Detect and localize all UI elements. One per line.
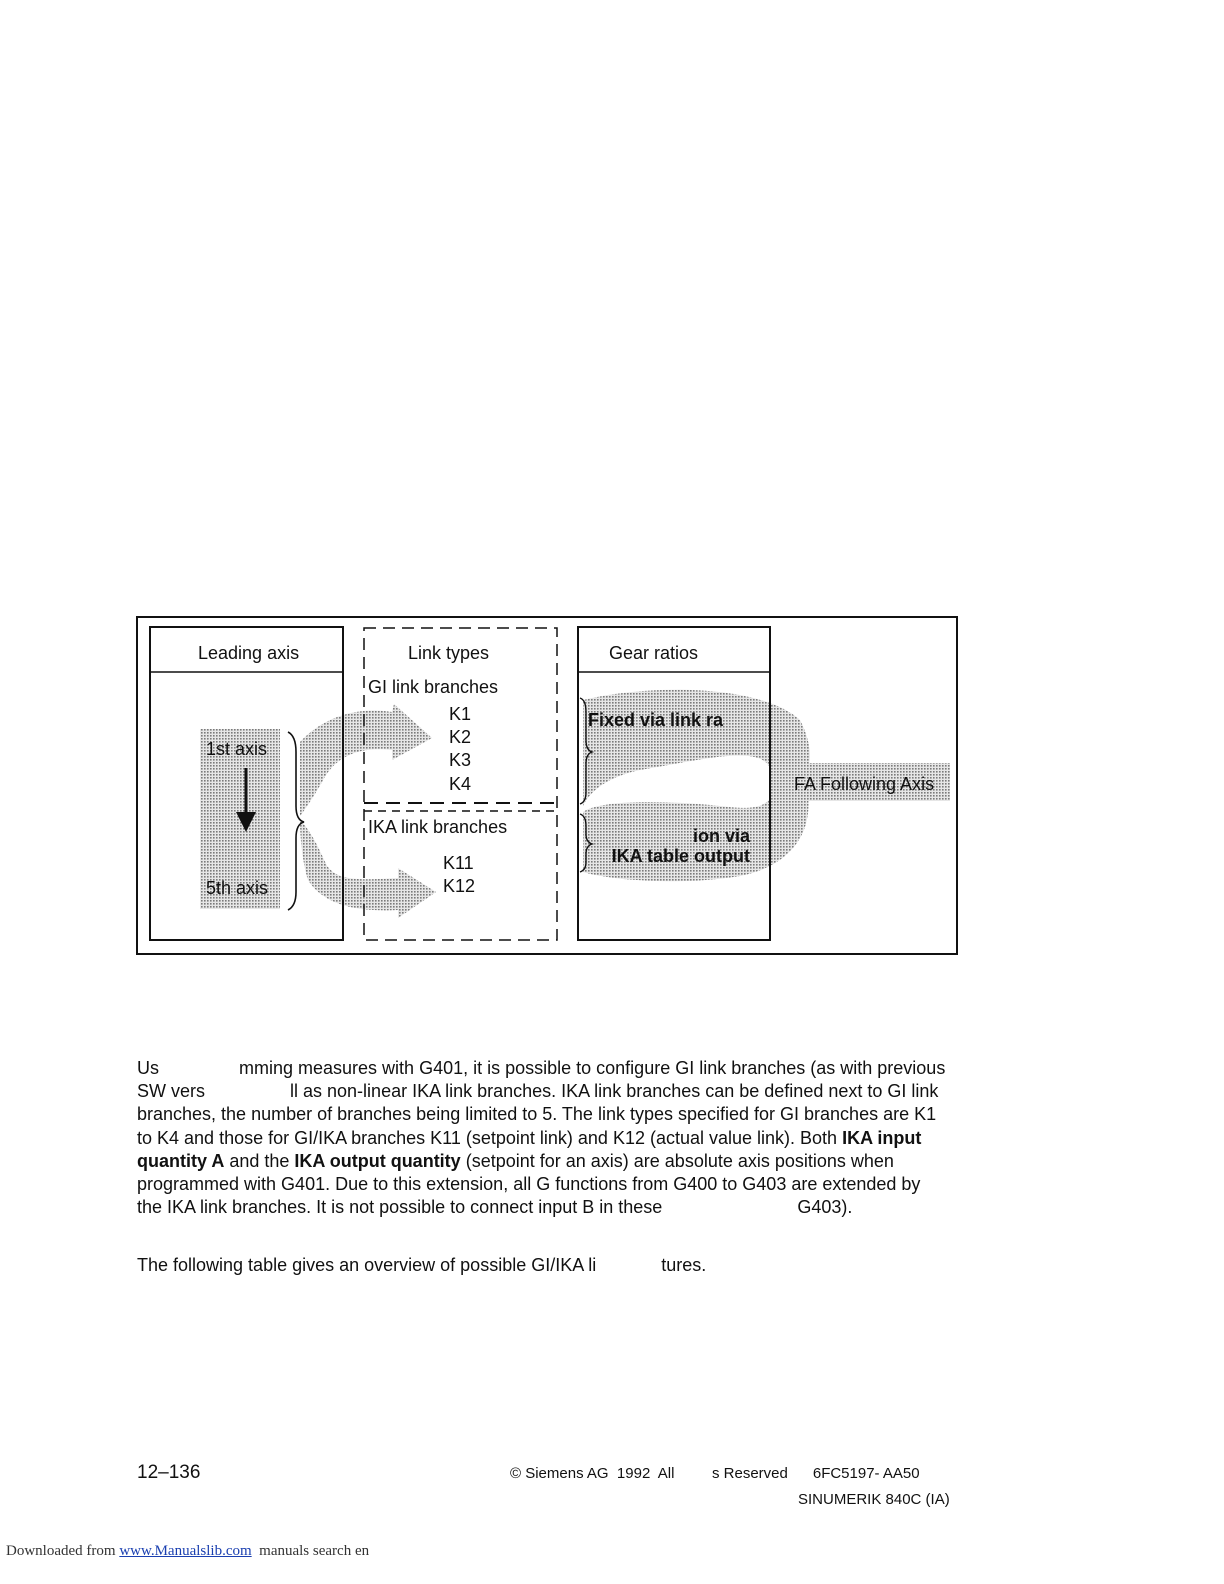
ika-output-quantity-term: IKA output quantity (294, 1150, 461, 1171)
fixed-ratio-label: Fixed via link ra (588, 710, 724, 730)
gi-link-k2: K2 (449, 727, 472, 747)
link-types-header: Link types (408, 643, 490, 663)
gi-link-k3: K3 (449, 750, 472, 770)
gi-link-k1: K1 (449, 704, 472, 724)
ika-link-k12: K12 (443, 876, 476, 896)
fifth-axis-label: 5th axis (206, 878, 269, 898)
download-bar: Downloaded from www.Manualslib.com manuals search en (6, 1543, 370, 1559)
flow-arrow-gi (300, 704, 432, 816)
gear-ratios-box (578, 627, 770, 940)
first-axis-label: 1st axis (206, 739, 268, 759)
page-number: 12–136 (137, 1462, 201, 1483)
ika-input-quantity-term: IKA input quantity A (137, 1127, 922, 1171)
gear-ratios-header: Gear ratios (609, 643, 699, 663)
product-name: SINUMERIK 840C (IA) (798, 1491, 950, 1508)
following-axis-label: FA Following Axis (794, 774, 935, 794)
body-paragraph-2: The following table gives an overview of possible GI/IKA li tures. (137, 1255, 707, 1275)
leading-axis-header: Leading axis (198, 643, 300, 663)
gi-link-k4: K4 (449, 774, 472, 794)
ika-branches-label: IKA link branches (368, 817, 508, 837)
ika-ratio-label-2: IKA table output (611, 846, 750, 866)
flow-shading (200, 690, 950, 918)
ika-link-k11: K11 (443, 853, 474, 873)
gi-branches-label: GI link branches (368, 677, 499, 697)
body-paragraph-1: Us mming measures with G401, it is possible to configure GI link branches (as with previous SW vers ll as non-linear IKA link branches. IKA link branches can be defined next to GI link branches, the number of branches being limited to 5. The link types specified for GI branches are K1 to K4 and those for GI/IKA branches K11 (setpoint link) and K12 (actual value link). Both IKA input quantity A and the IKA output quantity (setpoint for an axis) are absolute axis positions when programmed with G401. Due to this extension, all G functions from G400 to G403 are extended by the IKA link branches. It is not possible to connect input B in these G403). (137, 1058, 951, 1218)
manualslib-link[interactable]: www.Manualslib.com (119, 1543, 252, 1559)
ika-ratio-label-1: ion via (692, 826, 750, 846)
copyright-line: © Siemens AG 1992 All s Reserved 6FC5197- AA50 (510, 1465, 920, 1482)
